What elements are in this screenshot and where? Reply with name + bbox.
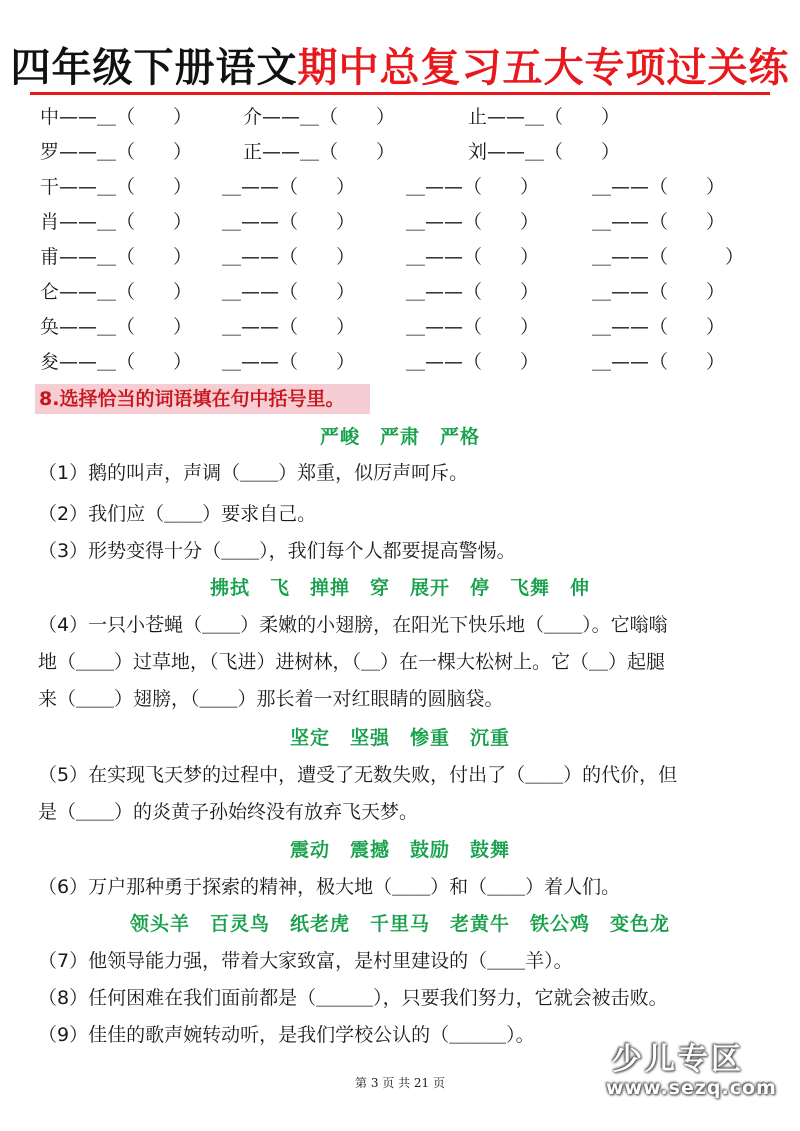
word-blank[interactable]: 刘——＿（ ） (468, 141, 621, 163)
word-blank[interactable]: ＿——（ ） (592, 316, 726, 338)
page-footer: 第 3 页 共 21 页 (355, 1076, 445, 1090)
word-blank[interactable]: ＿——（ ） (592, 281, 726, 303)
word-blank[interactable]: ＿——（ ） (222, 246, 356, 268)
word-blank[interactable]: ＿——（ ） (406, 351, 540, 373)
question-line: （2）我们应（＿＿）要求自己。 (38, 503, 317, 525)
title-black-part: 四年级下册语文 (10, 45, 298, 91)
word-blank[interactable]: 肖——＿（ ） (40, 211, 193, 233)
word-blank[interactable]: ＿——（ ） (406, 176, 540, 198)
question-line: 来（＿＿）翅膀，（＿＿）那长着一对红眼睛的圆脑袋。 (38, 688, 504, 710)
word-choices: 坚定 坚强 惨重 沉重 (289, 727, 510, 749)
word-blank[interactable]: ＿——（ ） (592, 351, 726, 373)
word-blank[interactable]: ＿——（ ） (222, 351, 356, 373)
question-line: （5）在实现飞天梦的过程中，遭受了无数失败，付出了（＿＿）的代价，但 (38, 764, 678, 786)
word-blank[interactable]: ＿——（ ） (592, 246, 745, 268)
title-underline (30, 92, 770, 95)
question-line: 地（＿＿）过草地，（飞进）进树林，（＿）在一棵大松树上。它（＿）起腿 (38, 651, 666, 673)
question-line: （8）任何困难在我们面前都是（＿＿＿），只要我们努力，它就会被击败。 (38, 987, 668, 1009)
word-blank[interactable]: 介——＿（ ） (243, 106, 396, 128)
word-blank[interactable]: ＿——（ ） (222, 281, 356, 303)
word-blank[interactable]: 甫——＿（ ） (40, 246, 193, 268)
word-blank[interactable]: 干——＿（ ） (40, 176, 193, 198)
question-line: （6）万户那种勇于探索的精神，极大地（＿＿）和（＿＿）着人们。 (38, 876, 621, 898)
word-choices: 领头羊 百灵鸟 纸老虎 千里马 老黄牛 铁公鸡 变色龙 (129, 913, 670, 935)
question-line: （1）鹅的叫声，声调（＿＿）郑重，似厉声呵斥。 (38, 462, 469, 484)
question-line: （3）形势变得十分（＿＿），我们每个人都要提高警惕。 (38, 540, 516, 562)
word-blank[interactable]: 夋——＿（ ） (40, 351, 193, 373)
word-blank[interactable]: 罗——＿（ ） (40, 141, 193, 163)
word-blank[interactable]: ＿——（ ） (406, 246, 540, 268)
watermark-logo-text: 少儿专区 (612, 1042, 744, 1077)
word-choices: 严峻 严肃 严格 (319, 426, 480, 448)
word-blank[interactable]: ＿——（ ） (592, 211, 726, 233)
word-choices: 震动 震撼 鼓励 鼓舞 (289, 839, 510, 861)
section-8-title: 8.选择恰当的词语填在句中括号里。 (35, 384, 370, 414)
question-line: （4）一只小苍蝇（＿＿）柔嫩的小翅膀，在阳光下快乐地（＿＿）。它嗡嗡 (38, 614, 668, 636)
title-red-part: 期中总复习五大专项过关练 (297, 45, 790, 91)
word-blank[interactable]: ＿——（ ） (592, 176, 726, 198)
watermark-url: www.sezq.com (606, 1077, 777, 1099)
word-blank[interactable]: 仑——＿（ ） (40, 281, 193, 303)
question-line: 是（＿＿）的炎黄子孙始终没有放弃飞天梦。 (38, 801, 419, 823)
word-blank[interactable]: 中——＿（ ） (40, 106, 193, 128)
word-blank[interactable]: 止——＿（ ） (468, 106, 621, 128)
question-line: （7）他领导能力强，带着大家致富，是村里建设的（＿＿羊）。 (38, 950, 573, 972)
word-blank[interactable]: ＿——（ ） (222, 316, 356, 338)
word-blank[interactable]: ＿——（ ） (406, 211, 540, 233)
word-blank[interactable]: 奂——＿（ ） (40, 316, 193, 338)
word-blank[interactable]: ＿——（ ） (222, 176, 356, 198)
word-blank[interactable]: 正——＿（ ） (243, 141, 396, 163)
word-blank[interactable]: ＿——（ ） (406, 316, 540, 338)
word-blank[interactable]: ＿——（ ） (222, 211, 356, 233)
word-blank[interactable]: ＿——（ ） (406, 281, 540, 303)
word-choices: 拂拭 飞 掸掸 穿 展开 停 飞舞 伸 (209, 577, 590, 599)
question-line: （9）佳佳的歌声婉转动听，是我们学校公认的（＿＿＿）。 (38, 1024, 535, 1046)
page-title (0, 38, 800, 100)
